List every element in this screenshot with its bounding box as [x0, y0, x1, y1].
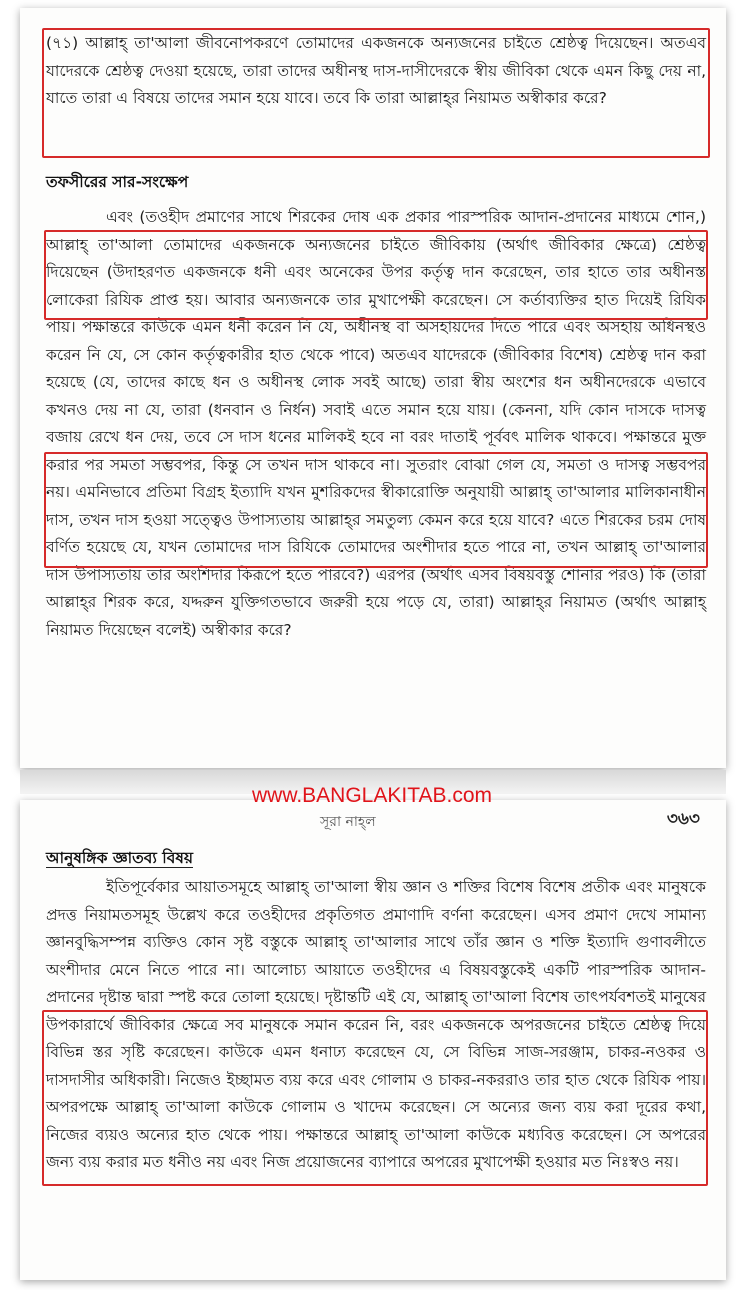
watermark-url: www.BANGLAKITAB.com [251, 784, 492, 807]
top-page [20, 8, 726, 768]
page-number: ৩৬৩ [666, 809, 700, 829]
verse-71-translation: (৭১) আল্লাহ্ তা'আলা জীবনোপকরণে তোমাদের একজনকে অন্যজনের চাইতে শ্রেষ্ঠত্ব দিয়েছেন। অতএব যাদেরকে শ্রেষ্ঠত্ব দেওয়া হয়েছে, তারা তাদের অধীনস্থ দাস-দাসীদেরকে স্বীয় জীবিকা থেকে এমন কিছু দেয় না, যাতে তারা এ বিষয়ে তাদের সমান হয়ে যাবে। তবে কি তারা আল্লাহ্‌র নিয়ামত অস্বীকার করে? [46, 34, 706, 107]
tafsir-summary-heading: তফসীরের সার-সংক্ষেপ [46, 173, 189, 191]
tafsir-summary-paragraph: এবং (তওহীদ প্রমাণের সাথে শিরকের দোষ এক প্রকার পারস্পরিক আদান-প্রদানের মাধ্যমে শোন,) আল্লাহ্ তা'আলা তোমাদের একজনকে অন্যজনের চাইতে জীবিকায় (অর্থাৎ জীবিকার ক্ষেত্রে) শ্রেষ্ঠত্ব দিয়েছেন (উদাহরণত একজনকে ধনী এবং অনেকের উপর কর্তৃত্ব দান করেছেন, তার হাতে তার অধীনস্ত লোকেরা রিযিক প্রাপ্ত হয়। আবার অন্যজনকে তার মুখাপেক্ষী করেছেন। সে কর্তাব্যক্তির হাত দিয়েই রিযিক পায়। পক্ষান্তরে কাউকে এমন ধনী করেন নি যে, অধীনস্থ বা অসহায়দের দিতে পারে এবং অসহায় অধিনস্থও করেন নি যে, সে কোন কর্তৃত্বকারীর হাত থেকে পাবে) অতএব যাদেরকে (জীবিকার বিশেষ) শ্রেষ্ঠত্ব দান করা হয়েছে (যে, তাদের কাছে ধন ও অধীনস্থ লোক সবই আছে) তারা স্বীয় অংশের ধন অধীনদেরকে এভাবে কখনও দেয় না যে, তারা (ধনবান ও নির্ধন) সবাই এতে সমান হয়ে যায়। (কেননা, যদি কোন দাসকে দাসত্ব বজায় রেখে ধন দেয়, তবে সে দাস ধনের মালিকই হবে না বরং দাতাই পূর্ববৎ মালিক থাকবে। পক্ষান্তরে মুক্ত করার পর সমতা সম্ভবপর, কিন্তু সে তখন দাস থাকবে না। সুতরাং বোঝা গেল যে, সমতা ও দাসত্ব সম্ভবপর নয়। এমনিভাবে প্রতিমা বিগ্রহ ইত্যাদি যখন মুশরিকদের স্বীকারোক্তি অনুযায়ী আল্লাহ্ তা'আলার মালিকানাধীন দাস, তখন দাস হওয়া সত্ত্বেও উপাস্যতায় আল্লাহ্‌র সমতুল্য কেমন করে হয়ে যাবে? এতে শিরকের চরম দোষ বর্ণিত হয়েছে যে, যখন তোমাদের দাস রিযিকে তোমাদের অংশীদার হতে পারে না, তখন আল্লাহ্ তা'আলার দাস উপাস্যতায় তার অংশিদার কিরূপে হতে পারবে?) এরপর (অর্থাৎ এসব বিষয়বস্তু শোনার পরও) কি (তারা আল্লাহ্‌র শিরক করে, যদ্দরুন যুক্তিগতভাবে জরুরী হয়ে পড়ে যে, তারা) আল্লাহ্‌র নিয়ামত (অর্থাৎ আল্লাহ্ নিয়ামত দিয়েছেন বলেই) অস্বীকার করে? [46, 208, 706, 639]
related-info-heading: আনুষঙ্গিক জ্ঞাতব্য বিষয় [46, 849, 194, 867]
running-head: সূরা নাহ্‌ল [320, 814, 376, 830]
bottom-page [20, 800, 726, 1280]
related-info-paragraph: ইতিপূর্বেকার আয়াতসমূহে আল্লাহ্ তা'আলা স্বীয় জ্ঞান ও শক্তির বিশেষ বিশেষ প্রতীক এবং মানুষকে প্রদত্ত নিয়ামতসমূহ উল্লেখ করে তওহীদের প্রকৃতিগত প্রমাণাদি বর্ণনা করেছেন। এসব প্রমাণ দেখে সামান্য জ্ঞানবুদ্ধিসম্পন্ন ব্যক্তিও কোন সৃষ্ট বস্তুকে আল্লাহ্ তা'আলার সাথে তাঁর জ্ঞান ও শক্তি ইত্যাদি গুণাবলীতে অংশীদার মেনে নিতে পারে না। আলোচ্য আয়াতে তওহীদের এ বিষয়বস্তুকেই একটি পারস্পরিক আদান-প্রদানের দৃষ্টান্ত দ্বারা স্পষ্ট করে তোলা হয়েছে। দৃষ্টান্তটি এই যে, আল্লাহ্ তা'আলা বিশেষ তাৎপর্যবশতই মানুষের উপকারার্থে জীবিকার ক্ষেত্রে সব মানুষকে সমান করেন নি, বরং একজনকে অপরজনের চাইতে শ্রেষ্ঠত্ব দিয়ে বিভিন্ন স্তর সৃষ্টি করেছেন। কাউকে এমন ধনাঢ্য করেছেন যে, সে বিভিন্ন সাজ-সরঞ্জাম, চাকর-নওকর ও দাসদাসীর অধিকারী। নিজেও ইচ্ছামত ব্যয় করে এবং গোলাম ও চাকর-নকররাও তার হাত থেকে রিযিক পায়। অপরপক্ষে আল্লাহ্ তা'আলা কাউকে গোলাম ও খাদেম করেছেন। সে অন্যের জন্য ব্যয় করা দূরের কথা, নিজের ব্যয়ও অন্যের হাত থেকে পায়। পক্ষান্তরে আল্লাহ্ তা'আলা কাউকে মধ্যবিত্ত করেছেন। সে অপরের জন্য ব্যয় করার মত ধনীও নয় এবং নিজ প্রয়োজনের ব্যাপারে অপরের মুখাপেক্ষী হওয়ার মত নিঃস্বও নয়। [46, 878, 706, 1171]
